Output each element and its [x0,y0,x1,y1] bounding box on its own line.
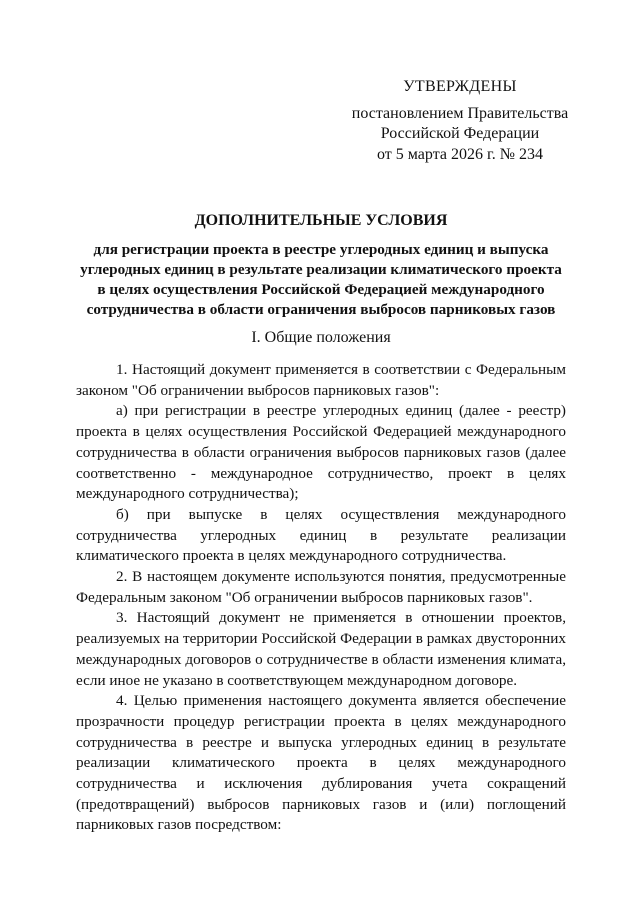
paragraph: а) при регистрации в реестре углеродных единиц (далее - реестр) проекта в целях осуществления Российской Федерацией международного сотрудничества в области ограничения выбросов парниковых газов (далее соответственно - международное сотрудничество, проект в целях международного сотрудничества); [76,402,566,503]
document-title: ДОПОЛНИТЕЛЬНЫЕ УСЛОВИЯ [194,212,448,229]
approval-line: от 5 марта 2026 г. № 234 [377,145,543,163]
approval-heading: УТВЕРЖДЕНЫ [403,78,517,95]
paragraph: б) при выпуске в целях осуществления международного сотрудничества углеродных единиц в результате реализации климатического проекта в целях международного сотрудничества. [76,505,566,565]
approval-line: постановлением Правительства [351,104,569,122]
section-heading: I. Общие положения [251,329,391,346]
approval-stamp [330,77,590,165]
paragraph: 2. В настоящем документе используются понятия, предусмотренные Федеральным законом "Об ограничении выбросов парниковых газов". [76,568,566,606]
paragraph: 3. Настоящий документ не применяется в отношении проектов, реализуемых на территории Российской Федерации в рамках двусторонних международных договоров о сотрудничестве в области изменения климата, если иное не указано в соответствующем международном договоре. [76,609,566,689]
document-subtitle: для регистрации проекта в реестре углеродных единиц и выпуска углеродных единиц в результате реализации климатического проекта в целях осуществления Российской Федерацией международного сотрудничества в области ограничения выбросов парниковых газов [80,241,562,318]
paragraph: 4. Целью применения настоящего документа является обеспечение прозрачности процедур регистрации проекта в целях международного сотрудничества в реестре и выпуска углеродных единиц в результате реализации климатического проекта в целях международного сотрудничества и исключения дублирования учета сокращений (предотвращений) выбросов парниковых газов и (или) поглощений парниковых газов посредством: [76,692,566,834]
document-body [76,360,566,836]
approval-line: Российской Федерации [380,125,540,142]
paragraph: 1. Настоящий документ применяется в соответствии с Федеральным законом "Об ограничении выбросов парниковых газов": [76,361,566,399]
